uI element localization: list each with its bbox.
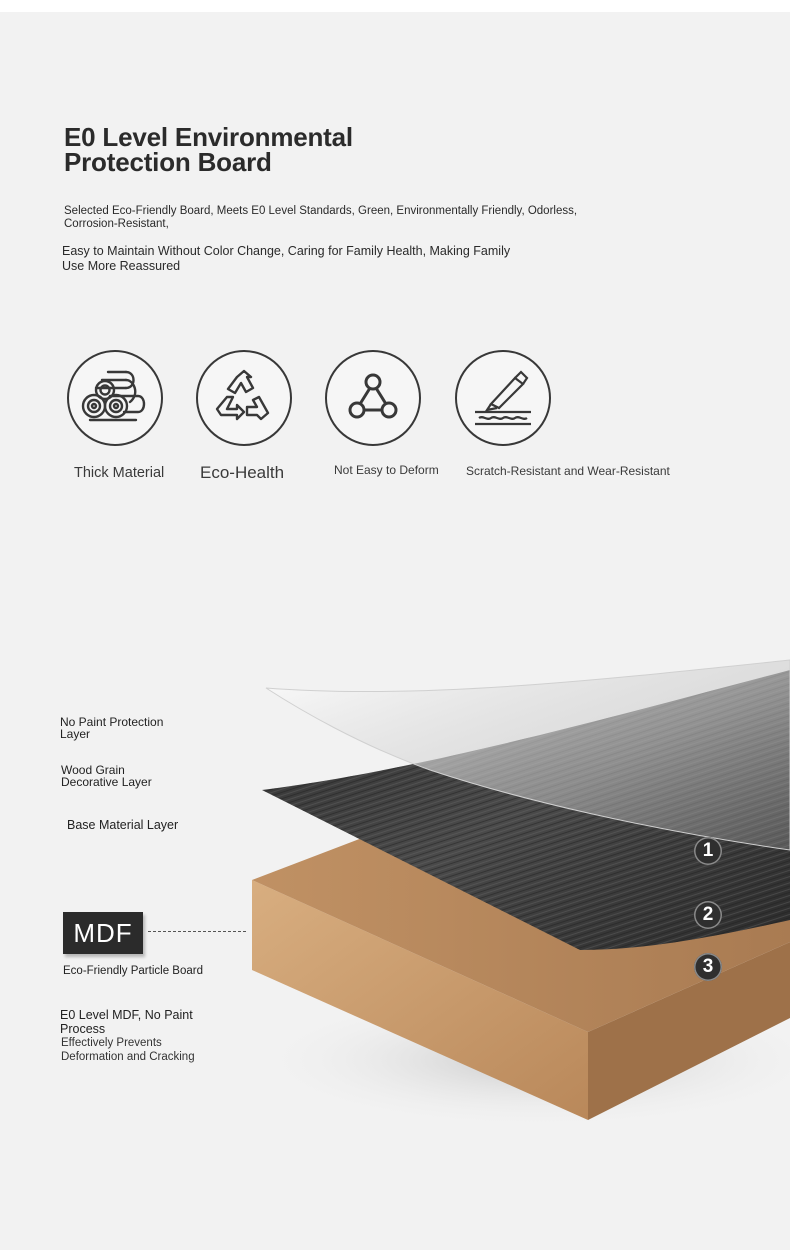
feature-label-scratch-resistant: Scratch-Resistant and Wear-Resistant — [466, 464, 670, 478]
feature-label-thick-material: Thick Material — [74, 465, 165, 481]
label-line: Layer — [60, 727, 91, 741]
label-line: No Paint Protection — [60, 715, 164, 729]
mdf-leader-line — [148, 931, 246, 932]
mdf-caption: Eco-Friendly Particle Board — [63, 965, 203, 977]
logs-icon — [67, 350, 163, 446]
mdf-note-body — [61, 1037, 195, 1064]
mdf-badge: MDF — [63, 912, 143, 954]
note-line: E0 Level MDF, No Paint — [60, 1008, 193, 1022]
description-1: Selected Eco-Friendly Board, Meets E0 Level Standards, Green, Environmentally Friendly, Odorless, Corrosion-Resistant, — [64, 205, 578, 230]
title-line-1: E0 Level Environmental — [64, 122, 353, 152]
network-nodes-icon — [325, 350, 421, 446]
label-base-material-layer: Base Material Layer — [67, 818, 179, 832]
recycle-icon — [196, 350, 292, 446]
feature-label-not-easy-to-deform: Not Easy to Deform — [334, 463, 439, 477]
layer-marker-1: 1 — [694, 837, 722, 865]
description-2: Easy to Maintain Without Color Change, Caring for Family Health, Making Family Use More Reassured — [62, 244, 511, 273]
label-line: Decorative Layer — [61, 775, 152, 789]
label-wood-grain-decorative-layer — [61, 764, 152, 788]
top-strip — [0, 0, 790, 12]
layer-marker-3: 3 — [694, 953, 722, 981]
page-title — [64, 122, 404, 177]
scratch-knife-icon — [455, 350, 551, 446]
label-no-paint-protection-layer — [60, 716, 163, 740]
title-line-2: Protection Board — [64, 147, 272, 177]
note-line: Deformation and Cracking — [61, 1050, 195, 1063]
mdf-note-title — [60, 1008, 193, 1036]
layer-marker-2: 2 — [694, 901, 722, 929]
note-line: Effectively Prevents — [61, 1037, 162, 1049]
note-line: Process — [60, 1022, 106, 1036]
label-line: Wood Grain — [61, 763, 125, 777]
feature-label-eco-health: Eco-Health — [200, 463, 285, 482]
